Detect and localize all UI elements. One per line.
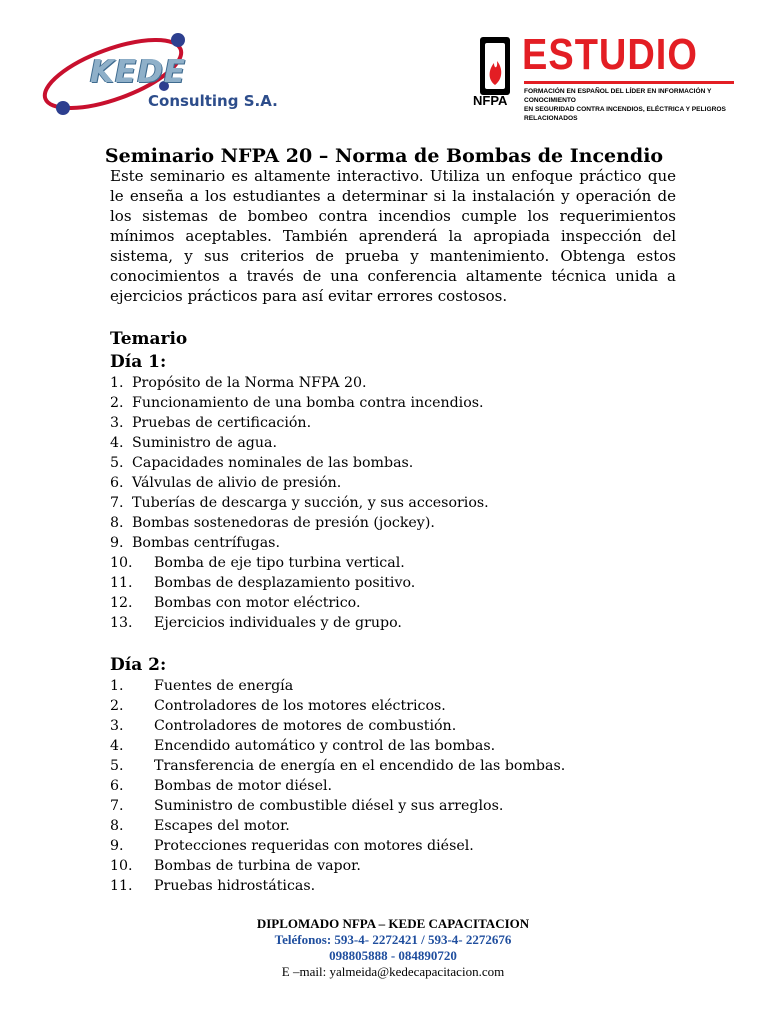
page-title: Seminario NFPA 20 – Norma de Bombas de Incendio — [104, 145, 664, 167]
day1-heading: Día 1: — [110, 352, 167, 372]
estudio-subtitle-line1: FORMACIÓN EN ESPAÑOL DEL LÍDER EN INFORMACIÓN Y CONOCIMIENTO — [524, 88, 712, 104]
list-item: 3. Controladores de motores de combustión. — [110, 718, 457, 734]
intro-paragraph: Este seminario es altamente interactivo. Utiliza un enfoque práctico que le enseña a los estudiantes a determinar si la instalación y operación de los sistemas de bombeo contra incendios cumple los requerimientos mínimos aceptables. También aprenderá la apropiada inspección del sistema, y sus criterios de prueba y mantenimiento. Obtenga estos conocimientos a través de una conferencia altamente técnica unida a ejercicios prácticos para así evitar errores costosos. — [110, 167, 676, 305]
list-item: 7. Suministro de combustible diésel y sus arreglos. — [110, 798, 504, 814]
footer-diplomado: DIPLOMADO NFPA – KEDE CAPACITACION — [256, 916, 530, 931]
list-item: 2. Controladores de los motores eléctricos. — [110, 698, 446, 714]
day2-heading: Día 2: — [110, 655, 167, 675]
list-item: 5. Transferencia de energía en el encendido de las bombas. — [110, 758, 566, 774]
kede-logo-name: KEDE — [90, 54, 187, 90]
footer-mobile: 098805888 - 084890720 — [329, 948, 457, 963]
estudio-rule — [524, 81, 734, 84]
list-item: 5. Capacidades nominales de las bombas. — [110, 455, 414, 471]
list-item: 9. Bombas centrífugas. — [110, 535, 280, 551]
list-item: 6. Válvulas de alivio de presión. — [110, 475, 342, 491]
list-item: 11. Pruebas hidrostáticas. — [110, 878, 316, 894]
estudio-subtitle — [524, 87, 744, 123]
footer — [0, 916, 768, 980]
list-item: 7. Tuberías de descarga y succión, y sus accesorios. — [110, 495, 489, 511]
estudio-subtitle-line2: EN SEGURIDAD CONTRA INCENDIOS, ELÉCTRICA Y PELIGROS RELACIONADOS — [524, 106, 726, 122]
kede-logo — [38, 26, 288, 126]
list-item: 13. Ejercicios individuales y de grupo. — [110, 615, 402, 631]
list-item: 1. Propósito de la Norma NFPA 20. — [110, 375, 367, 391]
list-item: 12. Bombas con motor eléctrico. — [110, 595, 361, 611]
list-item: 8. Bombas sostenedoras de presión (jockey). — [110, 515, 435, 531]
list-item: 10. Bomba de eje tipo turbina vertical. — [110, 555, 405, 571]
day2-list — [110, 676, 710, 896]
list-item: 4. Suministro de agua. — [110, 435, 277, 451]
list-item: 2. Funcionamiento de una bomba contra incendios. — [110, 395, 484, 411]
temario-heading: Temario — [110, 329, 188, 349]
list-item: 1. Fuentes de energía — [110, 678, 294, 694]
footer-phones: Teléfonos: 593-4- 2272421 / 593-4- 2272676 — [274, 932, 512, 947]
list-item: 11. Bombas de desplazamiento positivo. — [110, 575, 416, 591]
list-item: 3. Pruebas de certificación. — [110, 415, 312, 431]
estudio-title: ESTUDIO — [522, 31, 698, 80]
list-item: 10. Bombas de turbina de vapor. — [110, 858, 361, 874]
kede-logo-subtitle: Consulting S.A. — [148, 92, 278, 110]
list-item: 4. Encendido automático y control de las bombas. — [110, 738, 496, 754]
list-item: 8. Escapes del motor. — [110, 818, 290, 834]
list-item: 9. Protecciones requeridas con motores diésel. — [110, 838, 474, 854]
nfpa-estudio-logo — [472, 33, 742, 128]
day1-list — [110, 373, 710, 633]
footer-email: E –mail: yalmeida@kedecapacitacion.com — [281, 964, 505, 979]
list-item: 6. Bombas de motor diésel. — [110, 778, 333, 794]
nfpa-badge-label: NFPA — [473, 93, 508, 108]
